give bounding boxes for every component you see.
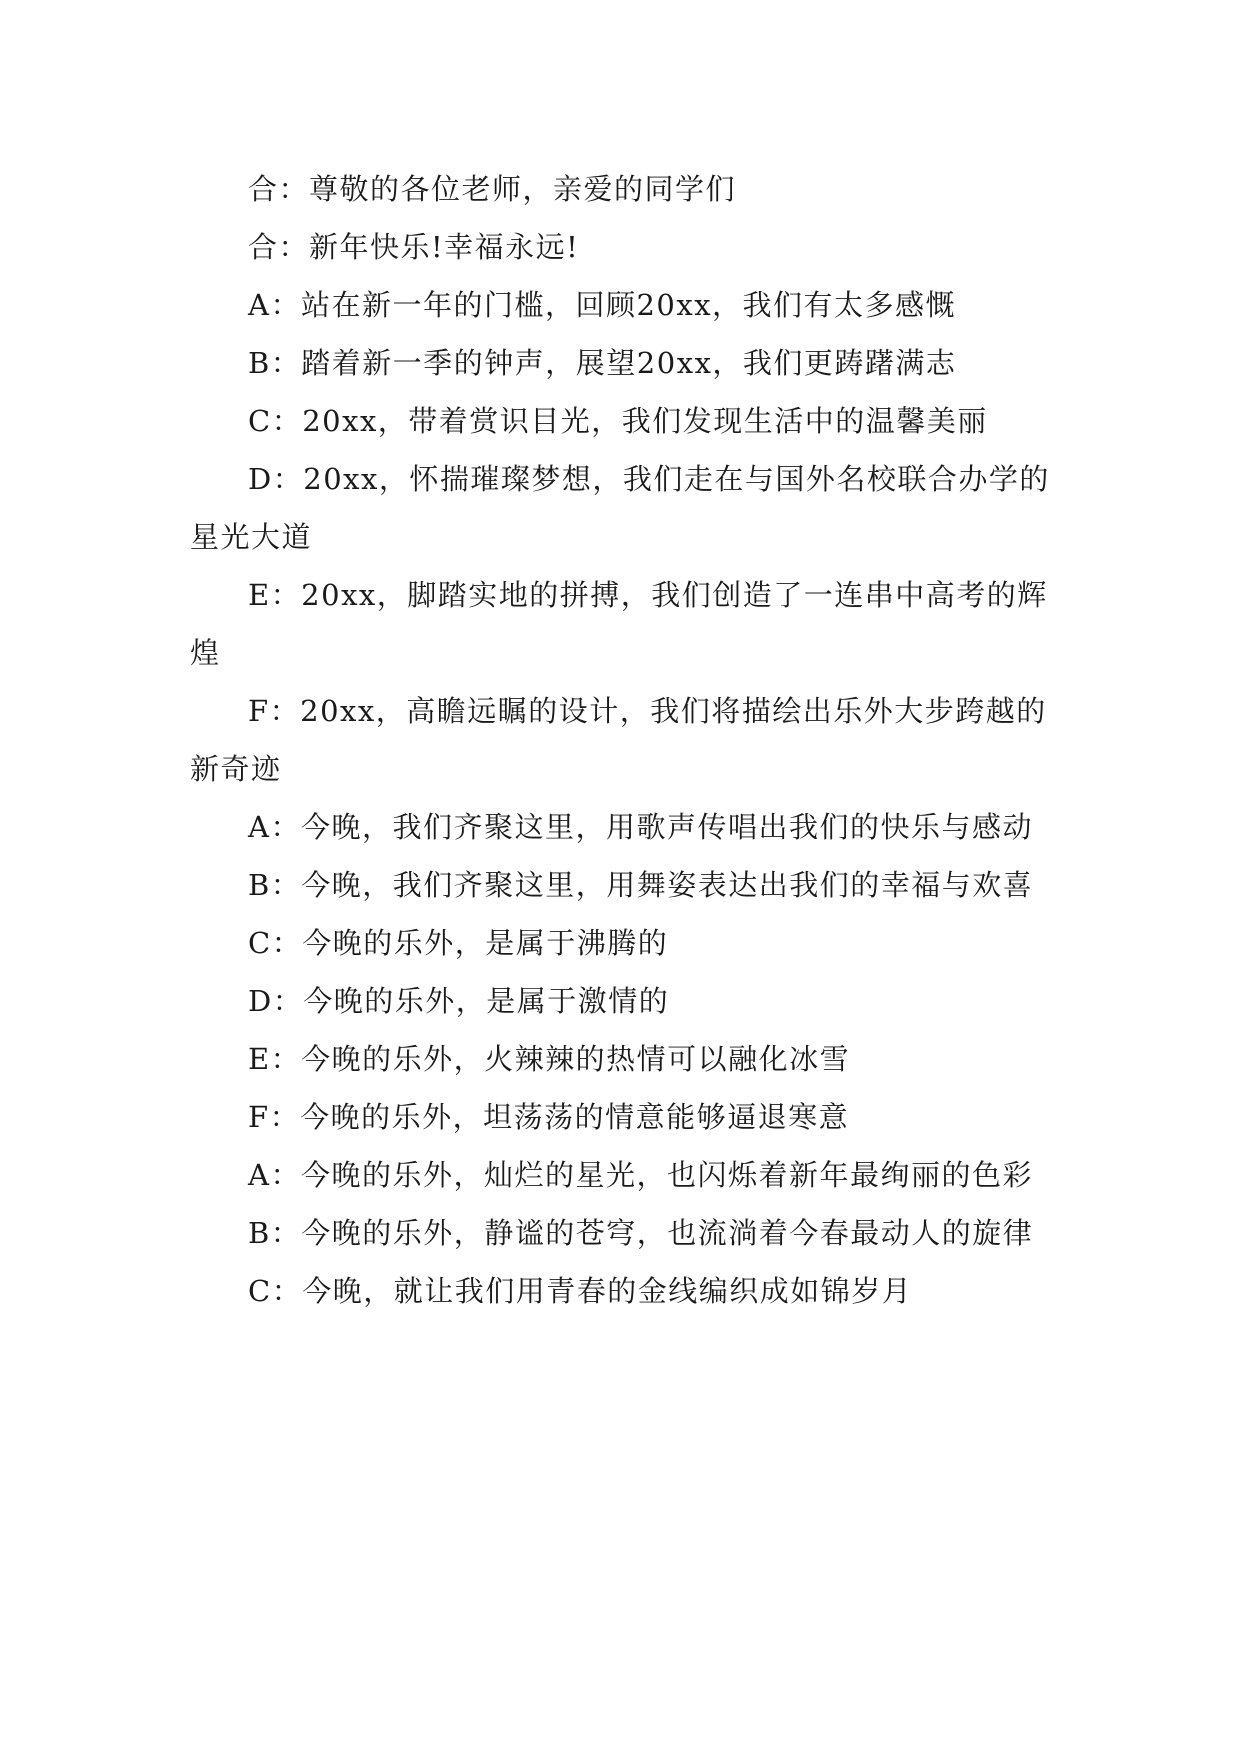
paragraph: A：今晚，我们齐聚这里，用歌声传唱出我们的快乐与感动 (248, 810, 1033, 844)
paragraph: E：今晚的乐外，火辣辣的热情可以融化冰雪 (248, 1042, 851, 1076)
paragraph: 合：新年快乐!幸福永远! (248, 230, 580, 264)
paragraph: D：今晚的乐外，是属于激情的 (248, 984, 670, 1018)
paragraph: B：今晚的乐外，静谧的苍穹，也流淌着今春最动人的旋律 (248, 1216, 1034, 1250)
paragraph: A：今晚的乐外，灿烂的星光，也闪烁着新年最绚丽的色彩 (248, 1158, 1033, 1192)
paragraph: C：今晚的乐外，是属于沸腾的 (248, 926, 669, 960)
paragraph: B：踏着新一季的钟声，展望20xx，我们更踌躇满志 (248, 346, 957, 380)
paragraph: F：20xx，高瞻远瞩的设计，我们将描绘出乐外大步跨越的新奇迹 (190, 694, 1047, 786)
document-body (190, 160, 1050, 1320)
paragraph: B：今晚，我们齐聚这里，用舞姿表达出我们的幸福与欢喜 (248, 868, 1034, 902)
paragraph: D：20xx，怀揣璀璨梦想，我们走在与国外名校联合办学的星光大道 (190, 462, 1050, 554)
paragraph: 合：尊敬的各位老师，亲爱的同学们 (248, 172, 737, 206)
paragraph: A：站在新一年的门槛，回顾20xx，我们有太多感慨 (248, 288, 957, 322)
paragraph: F：今晚的乐外，坦荡荡的情意能够逼退寒意 (248, 1100, 850, 1134)
paragraph: C：今晚，就让我们用青春的金线编织成如锦岁月 (248, 1274, 913, 1308)
paragraph: C：20xx，带着赏识目光，我们发现生活中的温馨美丽 (248, 404, 988, 438)
paragraph: E：20xx，脚踏实地的拼搏，我们创造了一连串中高考的辉煌 (190, 578, 1048, 670)
